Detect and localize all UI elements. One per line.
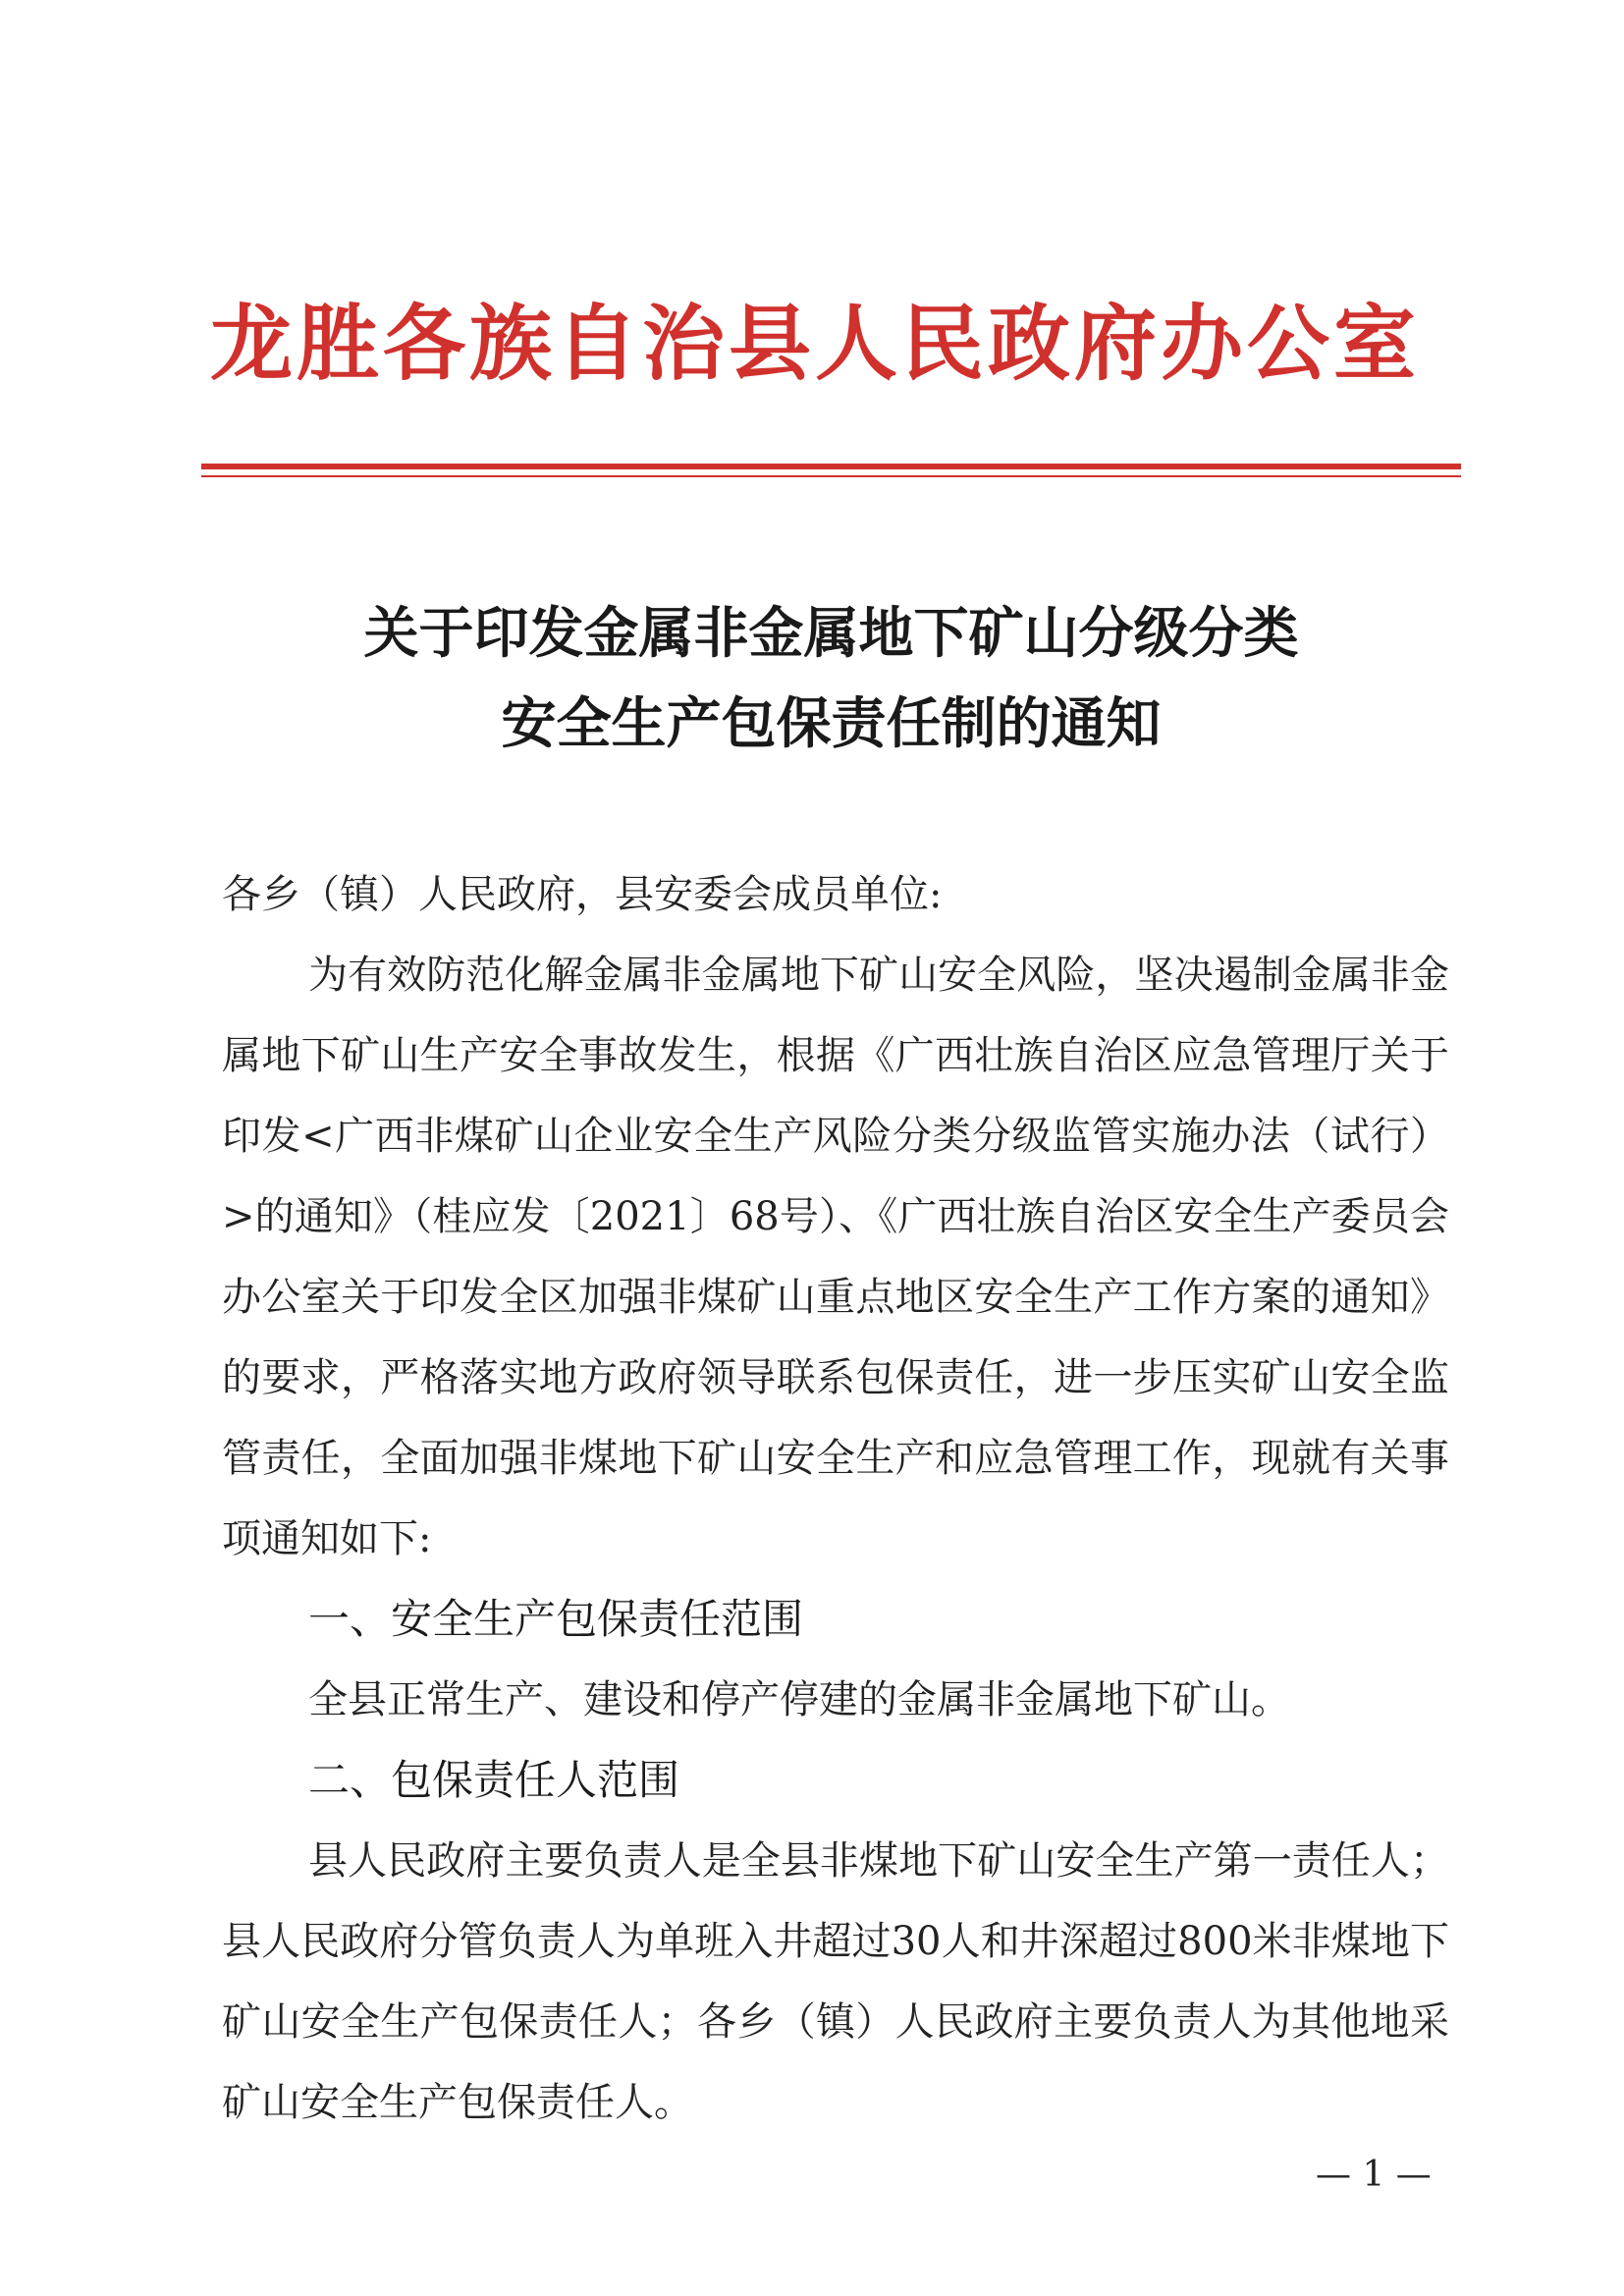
page-number: — 1 — <box>1316 2155 1432 2195</box>
section-1-text: 全县正常生产、建设和停产停建的金属非金属地下矿山。 <box>308 1677 1290 1722</box>
red-divider-thin <box>201 475 1461 477</box>
red-divider-thick <box>201 464 1461 469</box>
section-1-heading: 一、安全生产包保责任范围 <box>308 1595 804 1643</box>
section-2-text: 县人民政府主要负责人是全县非煤地下矿山安全生产第一责任人；县人民政府分管负责人为单班入井超过30人和井深超过800米非煤地下矿山安全生产包保责任人；各乡（镇）人民政府主要负责人为其他地采矿山安全生产包保责任人。 <box>222 1838 1449 2125</box>
section-2-block <box>222 1821 1449 2143</box>
section-1-block <box>222 1660 1449 1740</box>
issuer-header: 龙胜各族自治县人民政府办公室 <box>209 295 1420 392</box>
document-title-line-2: 安全生产包保责任制的通知 <box>501 692 1162 756</box>
intro-paragraph: 为有效防范化解金属非金属地下矿山安全风险，坚决遏制金属非金属地下矿山生产安全事故发生，根据《广西壮族自治区应急管理厅关于印发<广西非煤矿山企业安全生产风险分类分级监管实施办法（试行）>的通知》（桂应发〔2021〕68号）、《广西壮族自治区安全生产委员会办公室关于印发全区加强非煤矿山重点地区安全生产工作方案的通知》的要求，严格落实地方政府领导联系包保责任，进一步压实矿山安全监管责任，全面加强非煤地下矿山安全生产和应急管理工作，现就有关事项通知如下: <box>222 953 1449 1561</box>
section-2-heading: 二、包保责任人范围 <box>308 1756 680 1804</box>
document-title-line-1: 关于印发金属非金属地下矿山分级分类 <box>363 602 1299 666</box>
salutation: 各乡（镇）人民政府，县安委会成员单位: <box>222 872 943 917</box>
intro-block <box>222 935 1449 1579</box>
